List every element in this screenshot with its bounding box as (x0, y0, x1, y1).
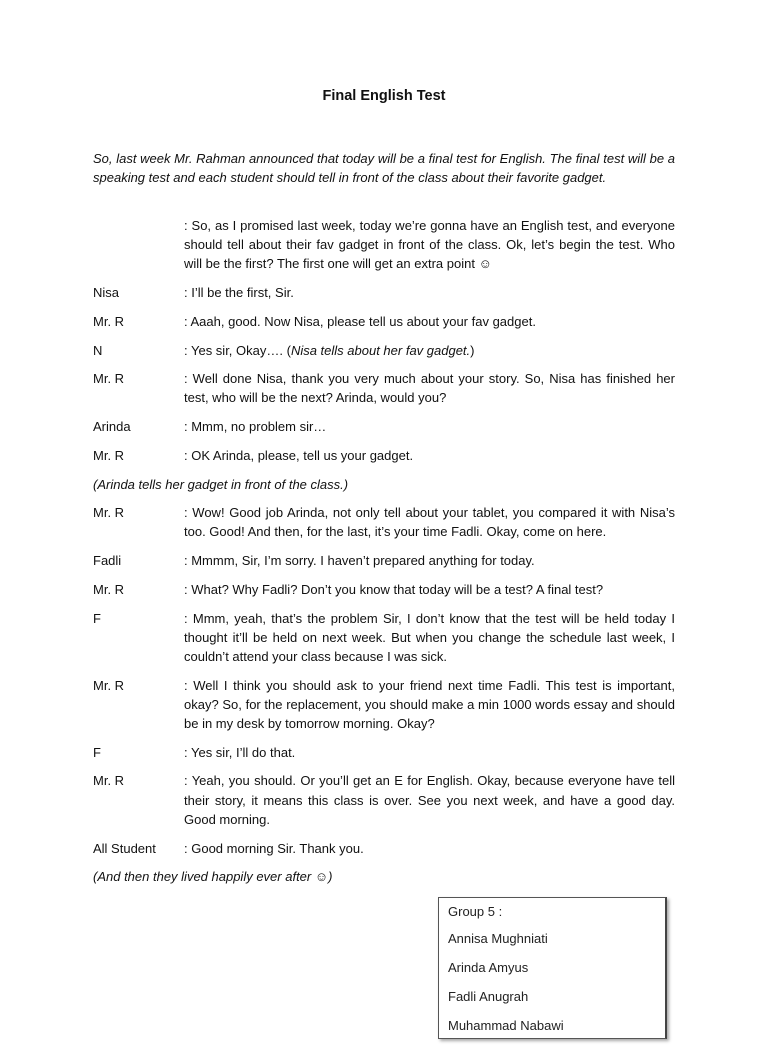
group-members-box (438, 897, 667, 1039)
line-text: : Wow! Good job Arinda, not only tell about your tablet, you compared it with Nisa’s too. Good! And then, for the last, it’s your time Fadli. Okay, come on here. (184, 505, 675, 540)
speaker-name: All Student (93, 840, 156, 856)
speaker-name: Mr. R (93, 505, 125, 521)
line-text: : Well I think you should ask to your friend next time Fadli. This test is important, okay? So, for the replacement, you should make a min 1000 words essay and should be in my desk by tomorrow morning. Okay? (184, 677, 675, 732)
dialogue (93, 216, 675, 886)
line-text (184, 341, 675, 360)
dialogue-line (93, 417, 675, 436)
speaker-name: Mr. R (93, 773, 125, 789)
closing-stage-direction: (And then they lived happily ever after ☺) (93, 869, 333, 885)
line-text: : Mmm, no problem sir… (184, 419, 327, 435)
line-text: : Good morning Sir. Thank you. (184, 840, 364, 856)
member-name: Annisa Mughniati (448, 931, 548, 946)
dialogue-line (93, 446, 675, 465)
dialogue-line (93, 341, 675, 360)
line-text: : So, as I promised last week, today we’re gonna have an English test, and everyone should tell about their fav gadget in front of the class. Ok, let’s begin the test. Who will be the first? The first one will get an extra point ☺ (184, 218, 675, 272)
speaker-name: Mr. R (93, 371, 125, 387)
dialogue-line (93, 743, 675, 762)
speaker-name: Mr. R (93, 581, 125, 597)
dialogue-line (93, 839, 675, 858)
dialogue-line (93, 216, 675, 274)
member-name: Muhammad Nabawi (448, 1018, 564, 1033)
line-text: : What? Why Fadli? Don’t you know that today will be a test? A final test? (184, 581, 604, 597)
speaker-name: Arinda (93, 419, 131, 435)
document-title: Final English Test (322, 88, 446, 104)
dialogue-line (93, 312, 675, 331)
dialogue-line (93, 283, 675, 302)
speaker-name (93, 216, 184, 274)
dialogue-line (93, 676, 675, 734)
line-text: : Yes sir, I’ll do that. (184, 744, 296, 760)
line-text-end: ) (470, 342, 475, 358)
speaker-name: F (93, 610, 101, 626)
stage-direction: (Arinda tells her gadget in front of the class.) (93, 476, 349, 492)
member-name: Fadli Anugrah (448, 989, 529, 1004)
speaker-name: N (93, 342, 103, 358)
dialogue-line (93, 369, 675, 407)
line-text: : Mmm, yeah, that’s the problem Sir, I don’t know that the test will be held today I thought it’ll be held on next week. But when you change the schedule last week, I couldn’t attend your class because I was sick. (184, 610, 675, 664)
line-text-start: : Yes sir, Okay…. ( (184, 342, 291, 358)
speaker-name: F (93, 744, 101, 760)
line-text: : Mmmm, Sir, I’m sorry. I haven’t prepared anything for today. (184, 553, 535, 569)
speaker-name: Fadli (93, 553, 122, 569)
intro-paragraph: So, last week Mr. Rahman announced that today will be a final test for English. The final test will be a speaking test and each student should tell in front of the class about their favorite gadget. (93, 151, 675, 186)
dialogue-line (93, 609, 675, 667)
speaker-name: Mr. R (93, 313, 125, 329)
stage-direction-inline: Nisa tells about her fav gadget. (290, 342, 471, 358)
speaker-name: Mr. R (93, 677, 125, 693)
line-text: : I’ll be the first, Sir. (184, 285, 294, 301)
dialogue-line (93, 551, 675, 570)
speaker-name: Nisa (93, 285, 120, 301)
line-text: : Well done Nisa, thank you very much about your story. So, Nisa has finished her test, who will be the next? Arinda, would you? (184, 371, 675, 406)
dialogue-line (93, 503, 675, 541)
line-text: : Yeah, you should. Or you’ll get an E for English. Okay, because everyone have tell their story, it means this class is over. See you next week, and have a good day. Good morning. (184, 773, 675, 827)
member-name: Arinda Amyus (448, 960, 529, 975)
line-text: : Aaah, good. Now Nisa, please tell us about your fav gadget. (184, 313, 536, 329)
dialogue-line (93, 771, 675, 829)
group-title: Group 5 : (448, 904, 503, 919)
speaker-name: Mr. R (93, 447, 125, 463)
dialogue-line (93, 580, 675, 599)
member-list (448, 932, 564, 1048)
line-text: : OK Arinda, please, tell us your gadget. (184, 447, 414, 463)
